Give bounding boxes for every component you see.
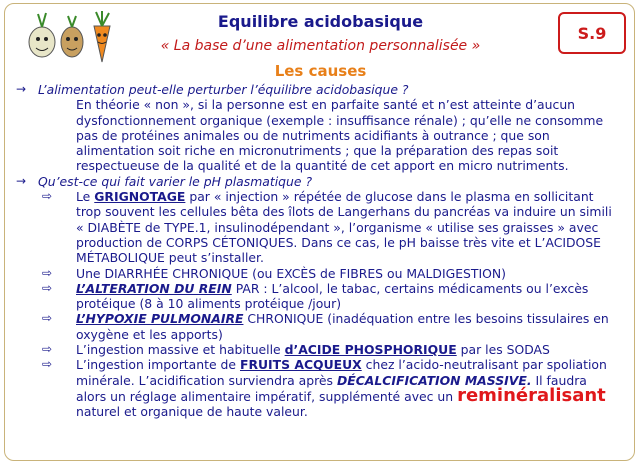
keyword-decalcification: DÉCALCIFICATION MASSIVE. — [336, 372, 532, 388]
cause-item: ⇨ L’ALTERATION DU REIN PAR : L’alcool, le tabac, certains médicaments ou l’excès protéique (8 à 10 aliments protéique /jour) — [42, 280, 589, 312]
cause-item: ⇨ L’ingestion massive et habituelle d’ACIDE PHOSPHORIQUE par les SODAS — [42, 342, 550, 358]
question-2 — [16, 174, 616, 189]
double-arrow-icon: ⇨ — [42, 357, 53, 372]
double-arrow-icon: ⇨ — [42, 265, 53, 280]
page-subtitle: « La base d’une alimentation personnalisée » — [160, 38, 481, 54]
arrow-right-icon: → — [16, 82, 27, 96]
slide-badge: S.9 — [558, 12, 626, 54]
cause-item: ⇨ Le GRIGNOTAGE par « injection » répétée de glucose dans le plasma en sollicitant trop souvent les cellules bêta des îlots de Langerhans du pancréas va induire un simili « DIABÈTE de TYPE.1, insulinodépendant », l’organisme « utilise ses graisses » avec production de CORPS CÉTONIQUES. Dans ce cas, le pH baisse très vite et L’ACIDOSE MÉTABOLIQUE peut s’installer. — [42, 189, 612, 266]
keyword-hypoxie: L’HYPOXIE PULMONAIRE — [76, 311, 244, 327]
page-title: Equilibre acidobasique — [217, 12, 424, 31]
keyword-fruits: FRUITS ACQUEUX — [239, 357, 362, 373]
double-arrow-icon: ⇨ — [42, 189, 53, 204]
content — [16, 82, 616, 420]
keyword-acide: d’ACIDE PHOSPHORIQUE — [284, 342, 457, 358]
double-arrow-icon: ⇨ — [42, 311, 53, 326]
arrow-right-icon: → — [16, 173, 27, 188]
question-2-text: Qu’est-ce qui fait varier le pH plasmatique ? — [38, 173, 313, 189]
keyword-remineralisant: reminéralisant — [457, 384, 606, 406]
double-arrow-icon: ⇨ — [42, 280, 53, 295]
cause-item: ⇨ Une DIARRHÉE CHRONIQUE (ou EXCÈS de FIBRES ou MALDIGESTION) — [42, 265, 506, 281]
cause-item: ⇨ L’HYPOXIE PULMONAIRE CHRONIQUE (inadéquation entre les besoins tissulaires en oxygène et les apports) — [42, 311, 609, 342]
keyword-grignotage: GRIGNOTAGE — [94, 189, 186, 205]
section-heading: Les causes — [274, 62, 367, 80]
answer-paragraph: En théorie « non », si la personne est en parfaite santé et n’est atteinte d’aucun dysfonctionnement organique (exemple : insuffisance rénale) ; qu’elle ne consomme pas de protéines animales ou de nutriments acidifiants à outrance ; que son alimentation soit riche en micronutriments ; que la préparation des repas soit respectueuse de la qualité et de la quantité de cet apport en micro nutriments. — [76, 97, 604, 174]
cause-item: ⇨ L’ingestion importante de FRUITS ACQUEUX chez l’acido-neutralisant par spoliation minérale. L’acidification surviendra après DÉCALCIFICATION MASSIVE. Il faudra alors un réglage alimentaire impératif, supplémenté avec un reminéralisant naturel et organique de haute valeur. — [42, 357, 607, 420]
keyword-rein: L’ALTERATION DU REIN — [76, 280, 232, 296]
question-1-text: L’alimentation peut-elle perturber l’équilibre acidobasique ? — [38, 82, 409, 97]
double-arrow-icon: ⇨ — [42, 342, 53, 357]
question-1 — [16, 82, 616, 97]
